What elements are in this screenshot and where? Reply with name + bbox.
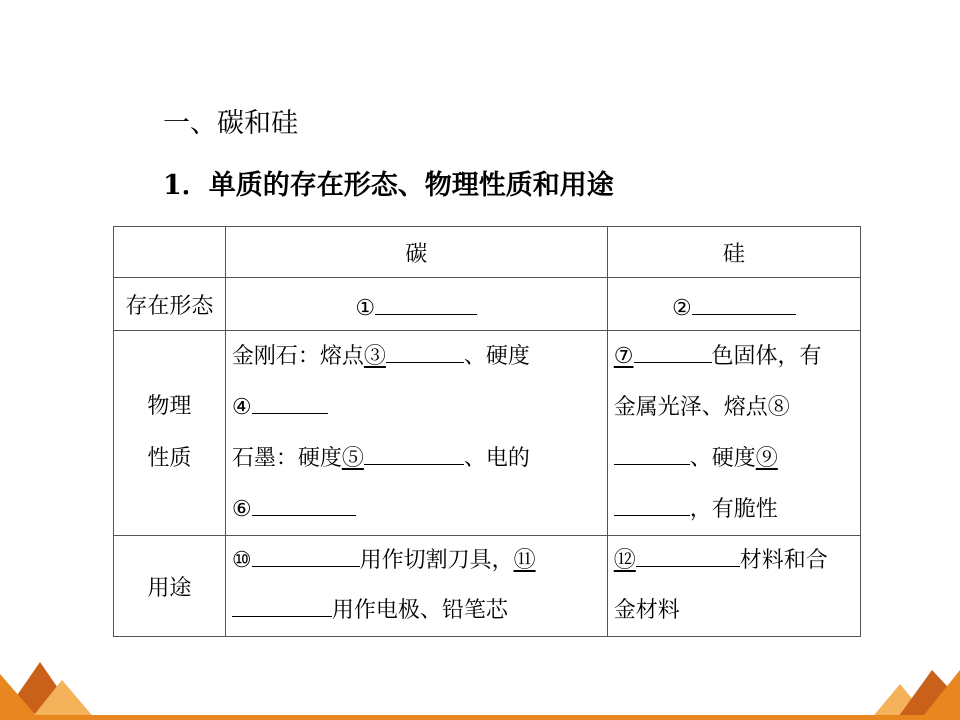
blank-11 [232,590,332,617]
marker-8: ⑧ [767,395,790,420]
silicon-hardness-text: 、硬度 [689,446,756,471]
marker-1: ① [355,295,376,321]
silicon-line4 [614,484,854,535]
physical-label-cell [114,331,226,536]
header-row [114,227,861,278]
physical-carbon-cell [225,331,607,536]
blank-3 [386,336,464,363]
header-empty-cell [114,227,226,278]
marker-12: ⑫ [613,548,636,573]
usage-carbon-line2 [232,586,601,636]
usage-silicon-line1 [614,536,854,586]
physical-label-line1: 物理 [147,394,192,419]
usage-row [114,536,861,637]
silicon-line1 [614,331,854,382]
silicon-line3 [614,433,854,484]
carbon-diamond-line [232,331,601,382]
marker-5: ⑤ [341,446,364,471]
blank-6 [252,489,356,516]
diamond-text: 金刚石：熔点 [231,344,364,369]
alloy-text: 金材料 [613,598,680,623]
carbon-line4 [232,484,601,535]
carbon-graphite-line [232,433,601,484]
usage-label: 用途 [114,536,226,637]
subsection-heading: 1．单质的存在形态、物理性质和用途 [163,170,614,201]
marker-10: ⑩ [231,548,252,573]
existence-row [114,278,861,331]
marker-7: ⑦ [613,344,634,369]
electric-text: 、电的 [463,446,530,471]
blank-7 [634,336,712,363]
marker-9: ⑨ [755,446,778,471]
properties-table [113,226,861,637]
silicon-brittle-text: ，有脆性 [689,497,778,522]
material-text: 材料和合 [739,548,828,573]
existence-silicon-cell [607,278,860,331]
blank-10 [252,540,360,567]
marker-6: ⑥ [231,497,252,522]
cutting-tool-text: 用作切割刀具， [359,548,514,573]
existence-label: 存在形态 [114,278,226,331]
usage-silicon-line2 [614,586,854,636]
header-silicon: 硅 [607,227,860,278]
blank-1 [375,288,477,315]
blank-2 [692,288,796,315]
marker-11: ⑪ [513,548,536,573]
marker-3: ③ [363,344,386,369]
physical-silicon-cell [607,331,860,536]
section-heading: 一、碳和硅 [163,108,298,139]
header-carbon: 碳 [225,227,607,278]
footer-decoration [0,640,960,720]
usage-carbon-line1 [232,536,601,586]
marker-4: ④ [231,395,252,420]
graphite-text: 石墨：硬度 [231,446,342,471]
physical-row [114,331,861,536]
electrode-text: 用作电极、铅笔芯 [331,598,508,623]
blank-5 [364,438,464,465]
usage-silicon-cell [607,536,860,637]
blank-8 [614,438,690,465]
marker-2: ② [672,295,692,321]
footer-bar [0,715,960,720]
blank-12 [636,540,740,567]
physical-label-line2: 性质 [147,446,192,471]
hardness-text: 、硬度 [463,344,530,369]
blank-4 [252,387,328,414]
silicon-line2 [614,382,854,433]
existence-carbon-cell [225,278,607,331]
carbon-line2 [232,382,601,433]
usage-carbon-cell [225,536,607,637]
silicon-luster-text: 金属光泽、熔点 [613,395,768,420]
blank-9 [614,489,690,516]
silicon-color-text: 色固体，有 [711,344,822,369]
